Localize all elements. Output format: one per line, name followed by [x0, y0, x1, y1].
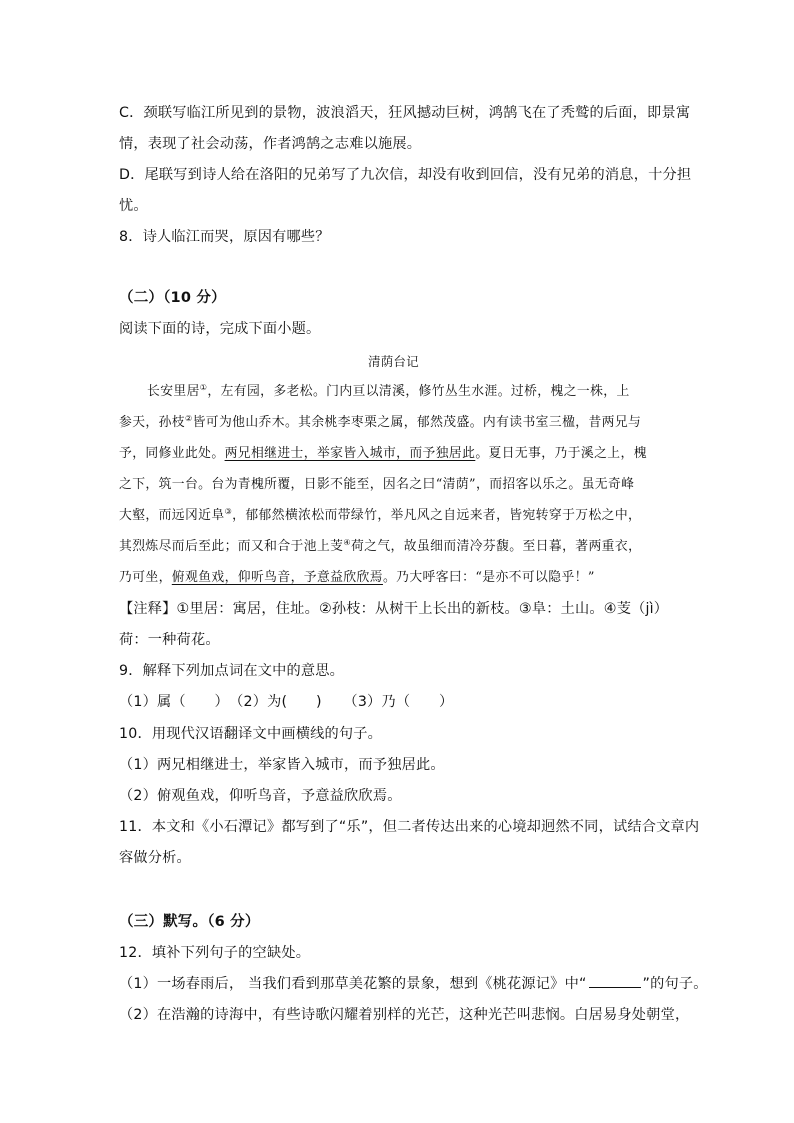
question-10-2: （2）俯观鱼戏，仰听鸟音，予意益欣欣焉。 [119, 788, 402, 804]
question-8: 8．诗人临江而哭，原因有哪些？ [119, 229, 330, 245]
passage-line-3: 予，同修业此处。两兄相继进士，举家皆入城市，而予独居此。夏日无事，乃于溪之上，槐 [119, 446, 647, 461]
passage-line-2: 参天，孙枝②皆可为他山乔木。其余桃李枣栗之属，郁然茂盛。内有读书室三楹，昔两兄与 [119, 414, 642, 430]
question-12-1: （1）一场春雨后， 当我们看到那草美花繁的景象，想到《桃花源记》中“ ”的句子。 [119, 976, 708, 992]
question-12-2: （2）在浩瀚的诗海中，有些诗歌闪耀着别样的光芒，这种光芒叫悲悯。白居易身处朝堂， [119, 1007, 690, 1023]
underlined-sentence-2: 俯观鱼戏，仰听鸟音，予意益欣欣焉 [171, 570, 383, 585]
question-12: 12．填补下列句子的空缺处。 [119, 945, 311, 961]
option-c-line1: C．颈联写临江所见到的景物，波浪滔天，狂风撼动巨树，鸿鹄飞在了秃鹫的后面，即景寓 [119, 105, 691, 121]
section-2-instruction: 阅读下面的诗，完成下面小题。 [119, 321, 321, 337]
note-marker-1: ① [199, 383, 208, 392]
notes-line2: 荷：一种荷花。 [119, 632, 220, 648]
question-9-items: （1）属（ ） （2）为( ) （3）乃（ ） [119, 694, 454, 710]
option-d-line1: D．尾联写到诗人给在洛阳的兄弟写了九次信，却没有收到回信，没有兄弟的消息，十分担 [119, 167, 692, 183]
option-c-line2: 情，表现了社会动荡，作者鸿鹄之志难以施展。 [119, 136, 422, 152]
underlined-sentence-1: 两兄相继进士，举家皆入城市，而予独居此 [224, 446, 476, 461]
passage-line-7: 乃可坐，俯观鱼戏，仰听鸟音，予意益欣欣焉。乃大呼客曰：“是亦不可以隐乎！” [119, 570, 595, 585]
passage-line-1: 长安里居①，左有园，多老松。门内亘以清溪，修竹丛生水涯。过桥，槐之一株，上 [147, 383, 630, 399]
section-2-heading: （二）（10 分） [119, 290, 226, 306]
note-marker-4: ④ [343, 538, 351, 547]
option-d-line2: 忧。 [119, 198, 148, 214]
passage-line-5: 大壑，而远冈近阜③，郁郁然横浓松而带绿竹，举凡风之自远来者，皆宛转穿于万松之中， [119, 507, 642, 523]
question-10-1: （1）两兄相继进士，举家皆入城市，而予独居此。 [119, 757, 445, 773]
notes-line1: 【注释】①里居：寓居，住址。②孙枝：从树干上长出的新枝。③阜：土山。④芰（jì） [119, 601, 669, 617]
section-3-heading: （三）默写。（6 分） [119, 914, 260, 930]
note-marker-2: ② [184, 414, 193, 423]
question-9: 9．解释下列加点词在文中的意思。 [119, 663, 345, 679]
question-11-line1: 11．本文和《小石潭记》都写到了“乐”，但二者传达出来的心境却迥然不同，试结合文章内 [119, 819, 700, 835]
note-marker-3: ③ [224, 507, 233, 516]
passage-line-6: 其烈炼尽而后至此；而又和合于池上芰④荷之气，故虽细而清冷芬馥。至日暮，著两重衣， [119, 538, 642, 554]
passage-title: 清荫台记 [368, 354, 419, 369]
question-11-line2: 容做分析。 [119, 850, 191, 866]
fill-in-blank[interactable] [589, 975, 641, 988]
question-10: 10．用现代汉语翻译文中画横线的句子。 [119, 726, 383, 742]
passage-line-4: 之下，筑一台。台为青槐所覆，日影不能至，因名之曰“清荫”，而招客以乐之。虽无奇峰 [119, 477, 635, 492]
